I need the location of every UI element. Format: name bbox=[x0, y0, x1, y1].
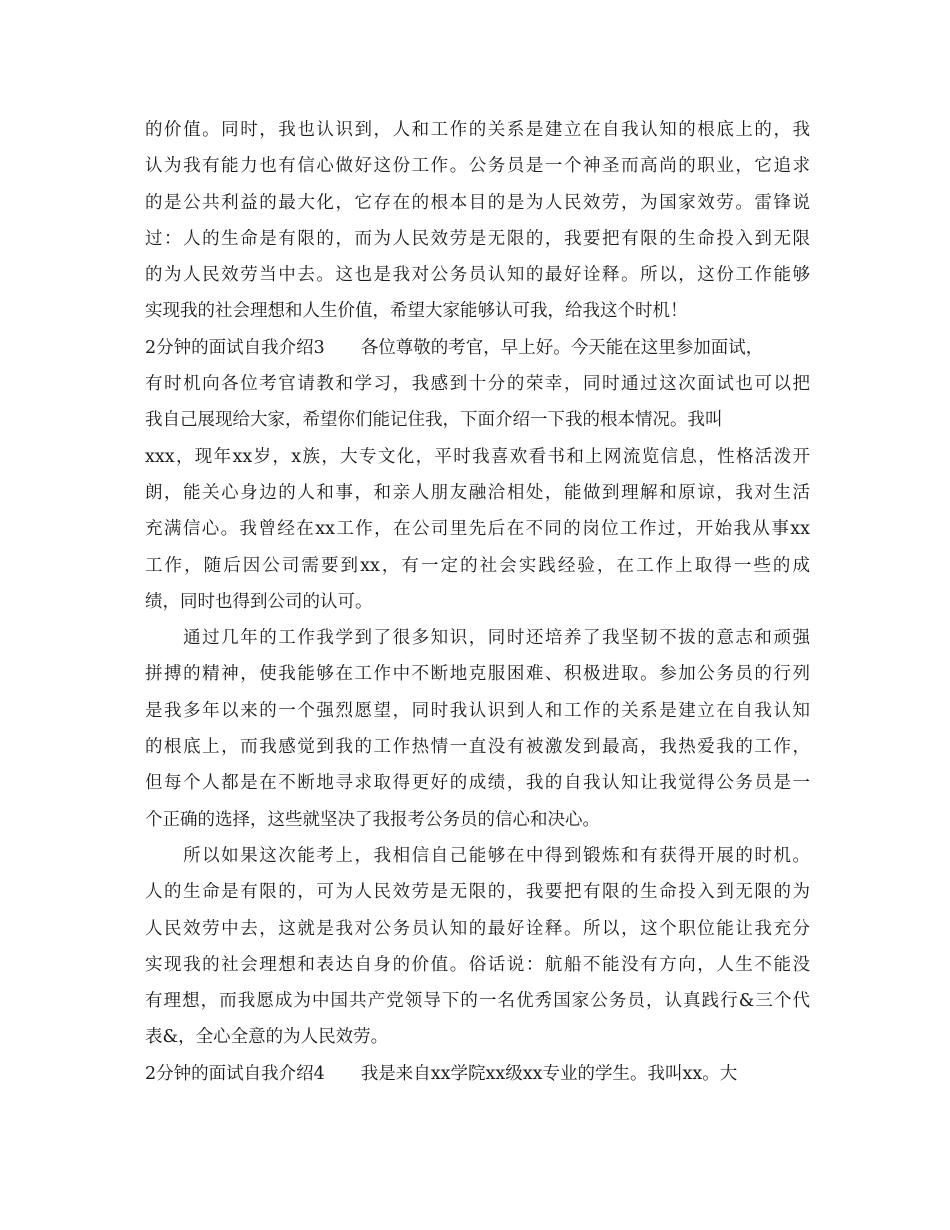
section-4-first-line bbox=[145, 1056, 810, 1092]
paragraph-line: 通过几年的工作我学到了很多知识，同时还培养了我坚韧不拔的意志和顽强 bbox=[145, 628, 810, 649]
paragraph-line: 人民效劳中去，这就是我对公务员认知的最好诠释。所以，这个职位能让我充分 bbox=[145, 918, 810, 939]
section-3-heading: 2分钟的面试自我介绍3 bbox=[145, 337, 325, 358]
paragraph-line: 充满信心。我曾经在xx工作，在公司里先后在不同的岗位工作过，开始我从事xx bbox=[145, 519, 810, 540]
paragraph-line: 所以如果这次能考上，我相信自己能够在中得到锻炼和有获得开展的时机。 bbox=[145, 845, 810, 866]
paragraph-line: 的是公共利益的最大化，它存在的根本目的是为人民效劳，为国家效劳。雷锋说 bbox=[145, 192, 810, 213]
paragraph-line: 朗，能关心身边的人和事，和亲人朋友融洽相处，能做到理解和原谅，我对生活 bbox=[145, 482, 810, 503]
section-3-opening: 各位尊敬的考官，早上好。今天能在这里参加面试， bbox=[360, 337, 764, 358]
paragraph-line: 表&，全心全意的为人民效劳。 bbox=[145, 1027, 389, 1048]
paragraph-line: 但每个人都是在不断地寻求取得更好的成绩，我的自我认知让我觉得公务员是一 bbox=[145, 773, 810, 794]
paragraph-line: 拼搏的精神，使我能够在工作中不断地克服困难、积极进取。参加公务员的行列 bbox=[145, 664, 810, 685]
section-4-opening: 我是来自xx学院xx级xx专业的学生。我叫xx。大 bbox=[360, 1063, 738, 1084]
paragraph-line: 绩，同时也得到公司的认可。 bbox=[145, 591, 373, 612]
paragraph-line: 实现我的社会理想和人生价值，希望大家能够认可我，给我这个时机！ bbox=[145, 301, 688, 322]
paragraph-line: xxx，现年xx岁，x族，大专文化，平时我喜欢看书和上网流览信息，性格活泼开 bbox=[145, 446, 810, 467]
paragraph-line: 认为我有能力也有信心做好这份工作。公务员是一个神圣而高尚的职业，它追求 bbox=[145, 156, 810, 177]
paragraph-line: 的为人民效劳当中去。这也是我对公务员认知的最好诠释。所以，这份工作能够 bbox=[145, 265, 810, 286]
document-body bbox=[145, 112, 810, 1092]
section-4-heading: 2分钟的面试自我介绍4 bbox=[145, 1063, 325, 1084]
paragraph-line: 有理想，而我愿成为中国共产党领导下的一名优秀国家公务员，认真践行&三个代 bbox=[145, 991, 810, 1012]
paragraph-line: 是我多年以来的一个强烈愿望，同时我认识到人和工作的关系是建立在自我认知 bbox=[145, 700, 810, 721]
paragraph-line: 实现我的社会理想和表达自身的价值。俗话说：航船不能没有方向，人生不能没 bbox=[145, 954, 810, 975]
paragraph-line: 工作，随后因公司需要到xx，有一定的社会实践经验，在工作上取得一些的成 bbox=[145, 555, 810, 576]
paragraph-line: 过：人的生命是有限的，而为人民效劳是无限的，我要把有限的生命投入到无限 bbox=[145, 228, 810, 249]
section-3-first-line bbox=[145, 330, 810, 366]
paragraph-line: 我自己展现给大家，希望你们能记住我，下面介绍一下我的根本情况。我叫 bbox=[145, 410, 723, 431]
paragraph-line: 有时机向各位考官请教和学习，我感到十分的荣幸，同时通过这次面试也可以把 bbox=[145, 374, 810, 395]
paragraph-line: 的根底上，而我感觉到我的工作热情一直没有被激发到最高，我热爱我的工作， bbox=[145, 737, 810, 758]
paragraph-line: 人的生命是有限的，可为人民效劳是无限的，我要把有限的生命投入到无限的为 bbox=[145, 882, 810, 903]
paragraph-line: 的价值。同时，我也认识到，人和工作的关系是建立在自我认知的根底上的，我 bbox=[145, 120, 810, 140]
paragraph-line: 个正确的选择，这些就坚决了我报考公务员的信心和决心。 bbox=[145, 809, 600, 830]
